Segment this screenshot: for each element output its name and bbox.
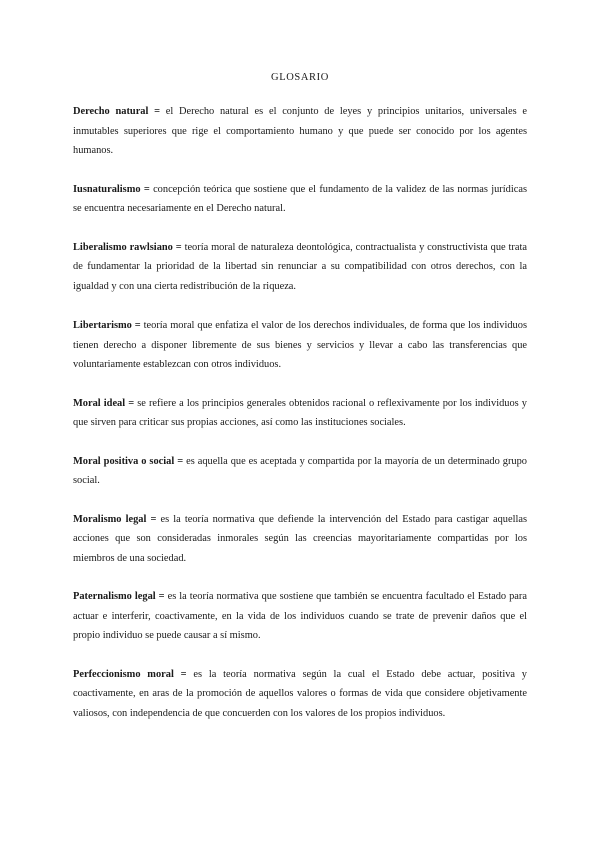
glossary-term: Moralismo legal xyxy=(73,513,147,525)
glossary-definition: es aquella que es aceptada y compartida por la mayoría de un determinado grupo social. xyxy=(73,455,527,486)
glossary-definition: el Derecho natural es el conjunto de leyes y principios unitarios, universales e inmutables superiores que rige el comportamiento humano y que puede ser conocido por los agentes humanos. xyxy=(73,106,527,156)
glossary-entry xyxy=(73,510,527,569)
glossary-entry xyxy=(73,180,527,219)
glossary-definition: es la teoría normativa según la cual el Estado debe actuar, positiva y coactivamente, en aras de la promoción de aquellos valores o formas de vida que considere objetivamente valiosos, con independencia de que concuerden con los valores de los propios individuos. xyxy=(73,668,528,719)
glossary-term: Moral positiva o social xyxy=(73,455,175,467)
glossary-term: Paternalismo legal xyxy=(73,591,156,602)
glossary-definition: concepción teórica que sostiene que el fundamento de la validez de las normas jurídicas se encuentra necesariamente en el Derecho natural. xyxy=(73,183,527,214)
glossary-entry xyxy=(73,452,527,491)
glossary-term: Liberalismo rawlsiano xyxy=(73,241,173,253)
glossary-term: Perfeccionismo moral xyxy=(73,668,174,680)
glossary-entry xyxy=(73,238,527,297)
term-separator: = xyxy=(140,183,154,195)
glossary-definition: se refiere a los principios generales obtenidos racional o reflexivamente por los individuos y que sirven para criticar sus propias acciones, así como las instituciones sociales. xyxy=(73,397,527,428)
glossary-term: Iusnaturalismo xyxy=(73,183,141,195)
term-separator: = xyxy=(173,668,194,680)
glossary-term: Libertarismo xyxy=(73,320,132,331)
glossary-list xyxy=(73,102,527,742)
glossary-definition: es la teoría normativa que sostiene que también se encuentra facultado el Estado para actuar e interferir, coactivamente, en la vida de los individuos cuando se trate de prevenir daños que el propio individuo se puede causar a sí mismo. xyxy=(73,591,527,641)
term-separator: = xyxy=(131,320,144,331)
term-separator: = xyxy=(146,513,161,525)
glossary-entry xyxy=(73,316,527,375)
glossary-entry xyxy=(73,665,527,724)
glossary-entry xyxy=(73,394,527,433)
term-separator: = xyxy=(148,106,166,117)
glossary-entry xyxy=(73,587,527,646)
glossary-term: Moral ideal xyxy=(73,397,126,409)
glossary-definition: es la teoría normativa que defiende la intervención del Estado para castigar aquellas acciones que son consideradas inmorales según las creencias mayoritariamente compartidas por los miembros de una sociedad. xyxy=(73,513,527,564)
glossary-definition: teoría moral que enfatiza el valor de los derechos individuales, de forma que los individuos tienen derecho a disponer libremente de sus bienes y servicios y llevar a cabo las transferencias que voluntariamente establezcan con otros individuos. xyxy=(73,320,527,370)
term-separator: = xyxy=(125,397,138,409)
term-separator: = xyxy=(155,591,168,602)
term-separator: = xyxy=(172,241,185,253)
term-separator: = xyxy=(174,455,187,467)
glossary-term: Derecho natural xyxy=(73,106,149,117)
document-title: GLOSARIO xyxy=(271,72,329,83)
glossary-entry xyxy=(73,102,527,161)
glossary-definition: teoría moral de naturaleza deontológica, contractualista y constructivista que trata de fundamentar la prioridad de la libertad sin renunciar a su compatibilidad con otros derechos, con la igualdad y con una cierta redistribución de la riqueza. xyxy=(73,241,527,292)
